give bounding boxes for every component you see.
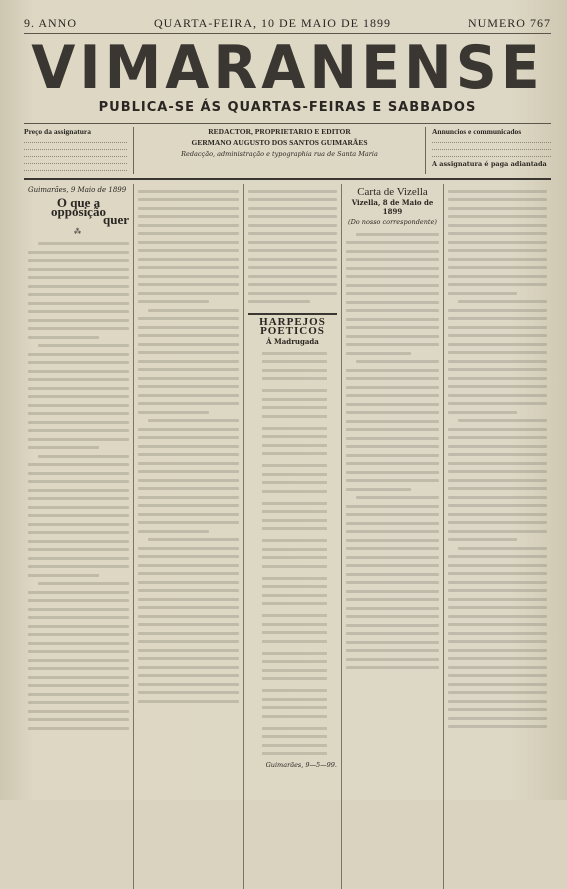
article2-continued <box>448 190 547 729</box>
column-1 <box>24 184 134 889</box>
editor-name: GERMANO AUGUSTO DOS SANTOS GUIMARÃES <box>191 138 368 147</box>
article1-dateline: Guimarães, 9 Maio de 1899 <box>28 186 127 194</box>
body-columns <box>24 184 551 889</box>
issue-year: 9. ANNO <box>24 16 78 30</box>
article1-title <box>28 194 129 228</box>
masthead-subtitle: PUBLICA-SE ÁS QUARTAS-FEIRAS E SABBADOS <box>98 100 477 115</box>
article1-continued <box>138 190 239 703</box>
article2-byline: (Do nosso correspondente) <box>348 218 437 227</box>
article1-title-end: quer <box>103 212 129 228</box>
article1-text <box>28 242 129 730</box>
column-4 <box>342 184 444 889</box>
editor-line: REDACTOR, PROPRIETARIO E EDITOR <box>208 127 351 136</box>
issue-line <box>24 16 551 34</box>
article1-end <box>248 190 337 304</box>
info-bar <box>24 123 551 180</box>
ads-box <box>426 127 551 174</box>
issue-date: QUARTA-FEIRA, 10 DE MAIO DE 1899 <box>154 16 391 30</box>
ads-note: A assignatura é paga adiantada <box>432 160 547 168</box>
column-2 <box>134 184 244 889</box>
prices-heading: Preço da assignatura <box>24 127 91 136</box>
masthead-title: VIMARANENSE <box>31 33 544 103</box>
poem-section-title: HARPEJOS POETICOS <box>248 313 337 336</box>
article2-text <box>346 233 439 670</box>
column-5 <box>444 184 551 889</box>
article2-dateline: Vizella, 8 de Maio de 1899 <box>351 197 434 216</box>
issue-number: NUMERO 767 <box>467 16 551 30</box>
poem-text <box>248 352 337 756</box>
ads-heading: Annuncios e communicados <box>432 127 522 136</box>
prices-box <box>24 127 134 174</box>
poem-signature: Guimarães, 9—5—99. <box>265 760 337 769</box>
office-line: Redacção, administração e typographia rua de Santa Maria <box>181 150 378 158</box>
ornament: ⁂ <box>74 228 83 237</box>
column-3 <box>244 184 342 889</box>
article2-title: Carta de Vizella <box>357 186 428 198</box>
article1-title-main: O que a opposição <box>51 194 106 219</box>
editor-box <box>134 127 426 174</box>
poem-title: Á Madrugada <box>266 336 319 346</box>
